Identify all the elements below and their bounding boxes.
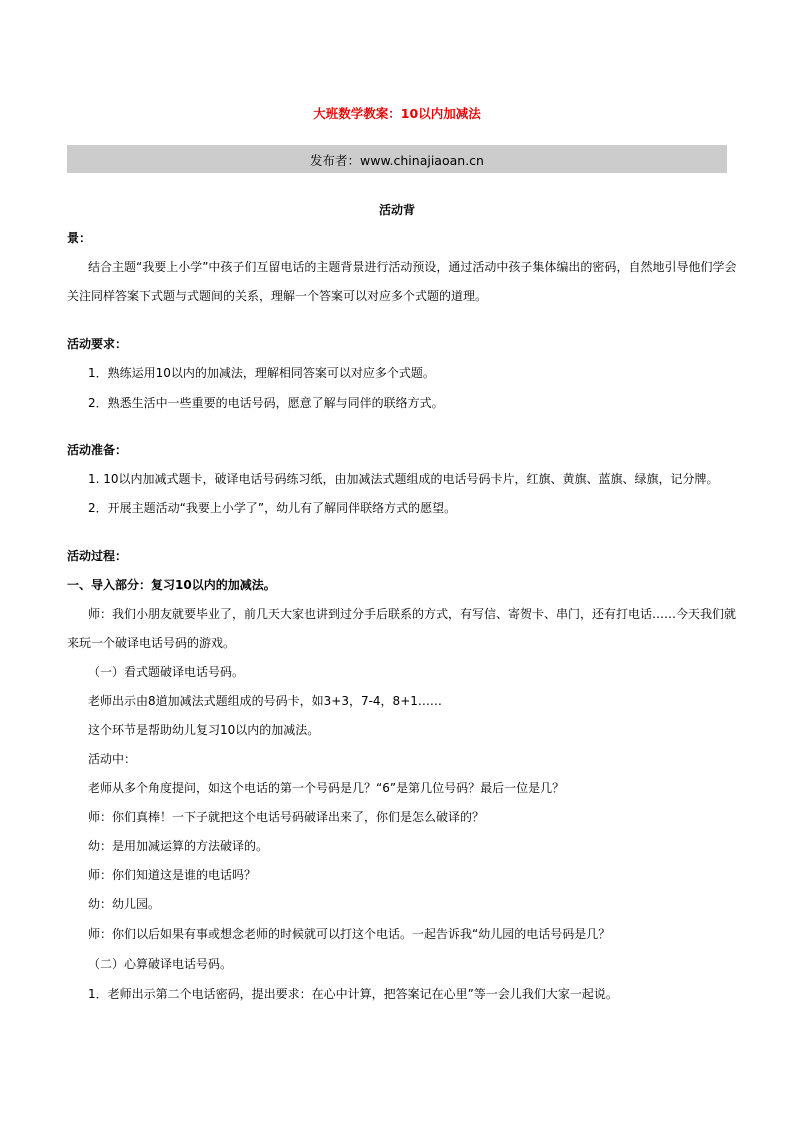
- dialogue-line: 师：你们真棒！一下子就把这个电话号码破译出来了，你们是怎么破译的？: [88, 810, 485, 824]
- background-heading-continued: 景：: [67, 231, 92, 245]
- body-line: 1．老师出示第二个电话密码，提出要求：在心中计算，把答案记在心里”等一会儿我们大家一起说。: [88, 987, 618, 1001]
- process-heading: 活动过程：: [67, 549, 128, 563]
- intro-line: 师：我们小朋友就要毕业了，前几天大家也讲到过分手后联系的方式，有写信、寄贺卡、串门，还有打电话……今天我们就: [88, 607, 737, 621]
- background-paragraph-line: 结合主题“我要上小学”中孩子们互留电话的主题背景进行活动预设，通过活动中孩子集体编出的密码，自然地引导他们学会: [88, 260, 737, 274]
- dialogue-line: 幼：是用加减运算的方法破译的。: [88, 839, 269, 853]
- preparation-item: 1. 10以内加减式题卡，破译电话号码练习纸，由加减法式题组成的电话号码卡片，红旗、黄旗、蓝旗、绿旗，记分牌。: [88, 472, 719, 486]
- preparation-heading: 活动准备：: [67, 443, 128, 457]
- body-line: 老师出示由8道加减法式题组成的号码卡，如3+3，7-4，8+1……: [88, 694, 442, 708]
- background-paragraph-line: 关注同样答案下式题与式题间的关系，理解一个答案可以对应多个式题的道理。: [67, 289, 488, 303]
- publisher-bar: [67, 145, 727, 173]
- body-line: 老师从多个角度提问，如这个电话的第一个号码是几？“6”是第几位号码？最后一位是几？: [88, 781, 565, 795]
- dialogue-line: 师：你们知道这是谁的电话吗？: [88, 868, 257, 882]
- page-title: 大班数学教案：10以内加减法: [313, 106, 481, 121]
- dialogue-line: 师：你们以后如果有事或想念老师的时候就可以打这个电话。一起告诉我“幼儿园的电话号码是几？: [88, 927, 611, 941]
- subsection-heading: （二）心算破译电话号码。: [88, 957, 233, 971]
- requirement-item: 1．熟练运用10以内的加减法，理解相同答案可以对应多个式题。: [88, 366, 435, 380]
- part1-heading: 一、导入部分：复习10以内的加减法。: [67, 578, 276, 592]
- subsection-heading: （一）看式题破译电话号码。: [88, 665, 245, 679]
- requirement-item: 2．熟悉生活中一些重要的电话号码，愿意了解与同伴的联络方式。: [88, 396, 444, 410]
- dialogue-line: 幼：幼儿园。: [88, 897, 161, 911]
- intro-line: 来玩一个破译电话号码的游戏。: [67, 636, 236, 650]
- publisher-text: 发布者：www.chinajiaoan.cn: [310, 153, 484, 168]
- body-line: 活动中：: [88, 752, 137, 766]
- requirements-heading: 活动要求：: [67, 337, 128, 351]
- background-heading: 活动背: [378, 203, 415, 217]
- body-line: 这个环节是帮助幼儿复习10以内的加减法。: [88, 723, 320, 737]
- preparation-item: 2．开展主题活动“我要上小学了”，幼儿有了解同伴联络方式的愿望。: [88, 501, 457, 515]
